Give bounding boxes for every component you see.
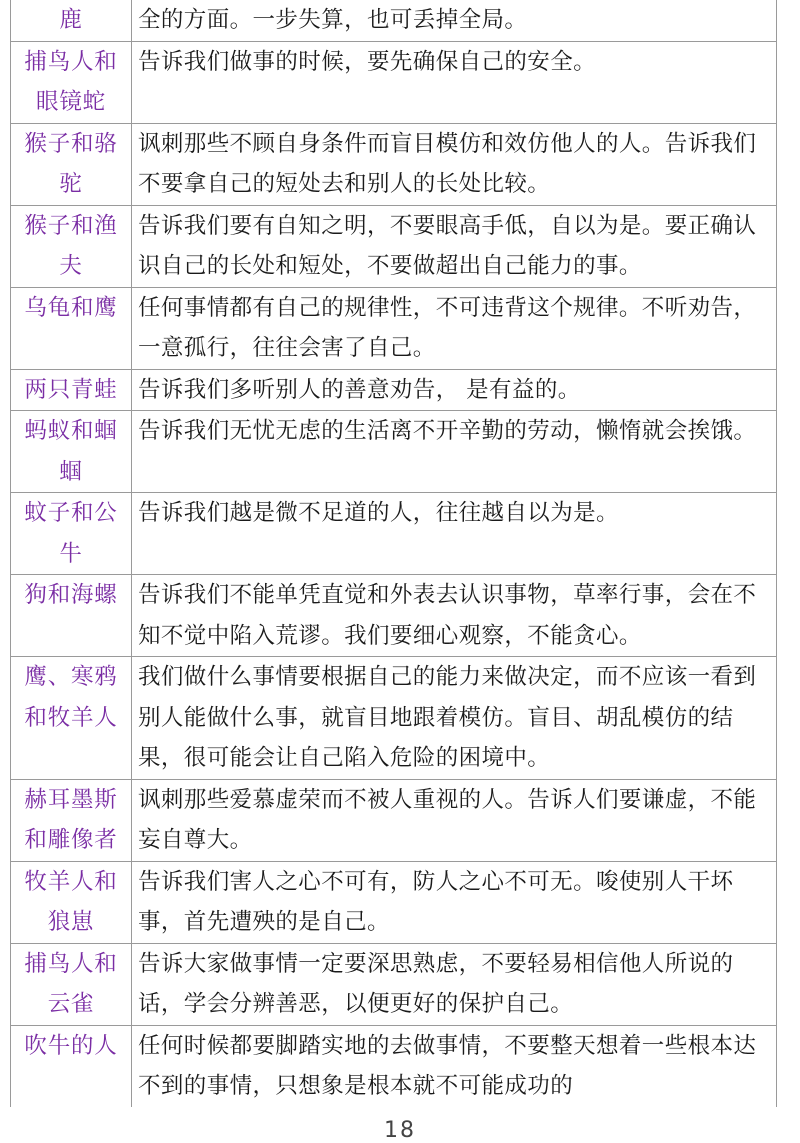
- fable-title: 鹰、寒鸦和牧羊人: [11, 657, 132, 780]
- table-row: [11, 943, 777, 1025]
- fable-moral: 告诉我们害人之心不可有，防人之心不可无。唆使别人干坏事，首先遭殃的是自己。: [132, 861, 777, 943]
- fable-title: 蚂蚁和蝈蝈: [11, 411, 132, 493]
- table-row: [11, 411, 777, 493]
- table-row: [11, 575, 777, 657]
- table-row: [11, 861, 777, 943]
- fable-title: 狗和海螺: [11, 575, 132, 657]
- fable-title: 鹿: [11, 0, 132, 41]
- fable-title: 捕鸟人和眼镜蛇: [11, 41, 132, 123]
- table-row: [11, 205, 777, 287]
- table-row: [11, 1025, 777, 1107]
- fable-title: 捕鸟人和云雀: [11, 943, 132, 1025]
- table-row: [11, 0, 777, 41]
- fable-moral: 告诉我们要有自知之明，不要眼高手低，自以为是。要正确认识自己的长处和短处，不要做超出自己能力的事。: [132, 205, 777, 287]
- fable-title: 牧羊人和狼崽: [11, 861, 132, 943]
- fable-moral: 全的方面。一步失算，也可丢掉全局。: [132, 0, 777, 41]
- fable-moral: 任何事情都有自己的规律性，不可违背这个规律。不听劝告，一意孤行，往往会害了自己。: [132, 287, 777, 369]
- fable-title: 吹牛的人: [11, 1025, 132, 1107]
- fable-title: 猴子和骆驼: [11, 123, 132, 205]
- table-row: [11, 369, 777, 411]
- fable-moral: 讽刺那些爱慕虚荣而不被人重视的人。告诉人们要谦虚，不能妄自尊大。: [132, 779, 777, 861]
- fable-title: 猴子和渔夫: [11, 205, 132, 287]
- fable-moral: 告诉我们不能单凭直觉和外表去认识事物，草率行事，会在不知不觉中陷入荒谬。我们要细心观察，不能贪心。: [132, 575, 777, 657]
- table-row: [11, 493, 777, 575]
- page-number: 18: [384, 1118, 416, 1143]
- fable-moral: 告诉我们做事的时候，要先确保自己的安全。: [132, 41, 777, 123]
- table-row: [11, 779, 777, 861]
- fable-moral: 告诉我们多听别人的善意劝告， 是有益的。: [132, 369, 777, 411]
- fable-title: 蚊子和公牛: [11, 493, 132, 575]
- table-row: [11, 123, 777, 205]
- fable-title: 两只青蛙: [11, 369, 132, 411]
- fable-morals-page: [10, 0, 790, 1107]
- fable-moral: 任何时候都要脚踏实地的去做事情，不要整天想着一些根本达不到的事情，只想象是根本就不可能成功的: [132, 1025, 777, 1107]
- table-row: [11, 287, 777, 369]
- fable-title: 乌龟和鹰: [11, 287, 132, 369]
- fable-moral: 告诉大家做事情一定要深思熟虑，不要轻易相信他人所说的话，学会分辨善恶，以便更好的保护自己。: [132, 943, 777, 1025]
- fable-moral: 告诉我们越是微不足道的人，往往越自以为是。: [132, 493, 777, 575]
- fable-moral: 我们做什么事情要根据自己的能力来做决定，而不应该一看到别人能做什么事，就盲目地跟着模仿。盲目、胡乱模仿的结果，很可能会让自己陷入危险的困境中。: [132, 657, 777, 780]
- table-row: [11, 657, 777, 780]
- fable-moral: 告诉我们无忧无虑的生活离不开辛勤的劳动，懒惰就会挨饿。: [132, 411, 777, 493]
- fable-moral: 讽刺那些不顾自身条件而盲目模仿和效仿他人的人。告诉我们不要拿自己的短处去和别人的长处比较。: [132, 123, 777, 205]
- table-row: [11, 41, 777, 123]
- fable-title: 赫耳墨斯和雕像者: [11, 779, 132, 861]
- fable-morals-table: [10, 0, 777, 1107]
